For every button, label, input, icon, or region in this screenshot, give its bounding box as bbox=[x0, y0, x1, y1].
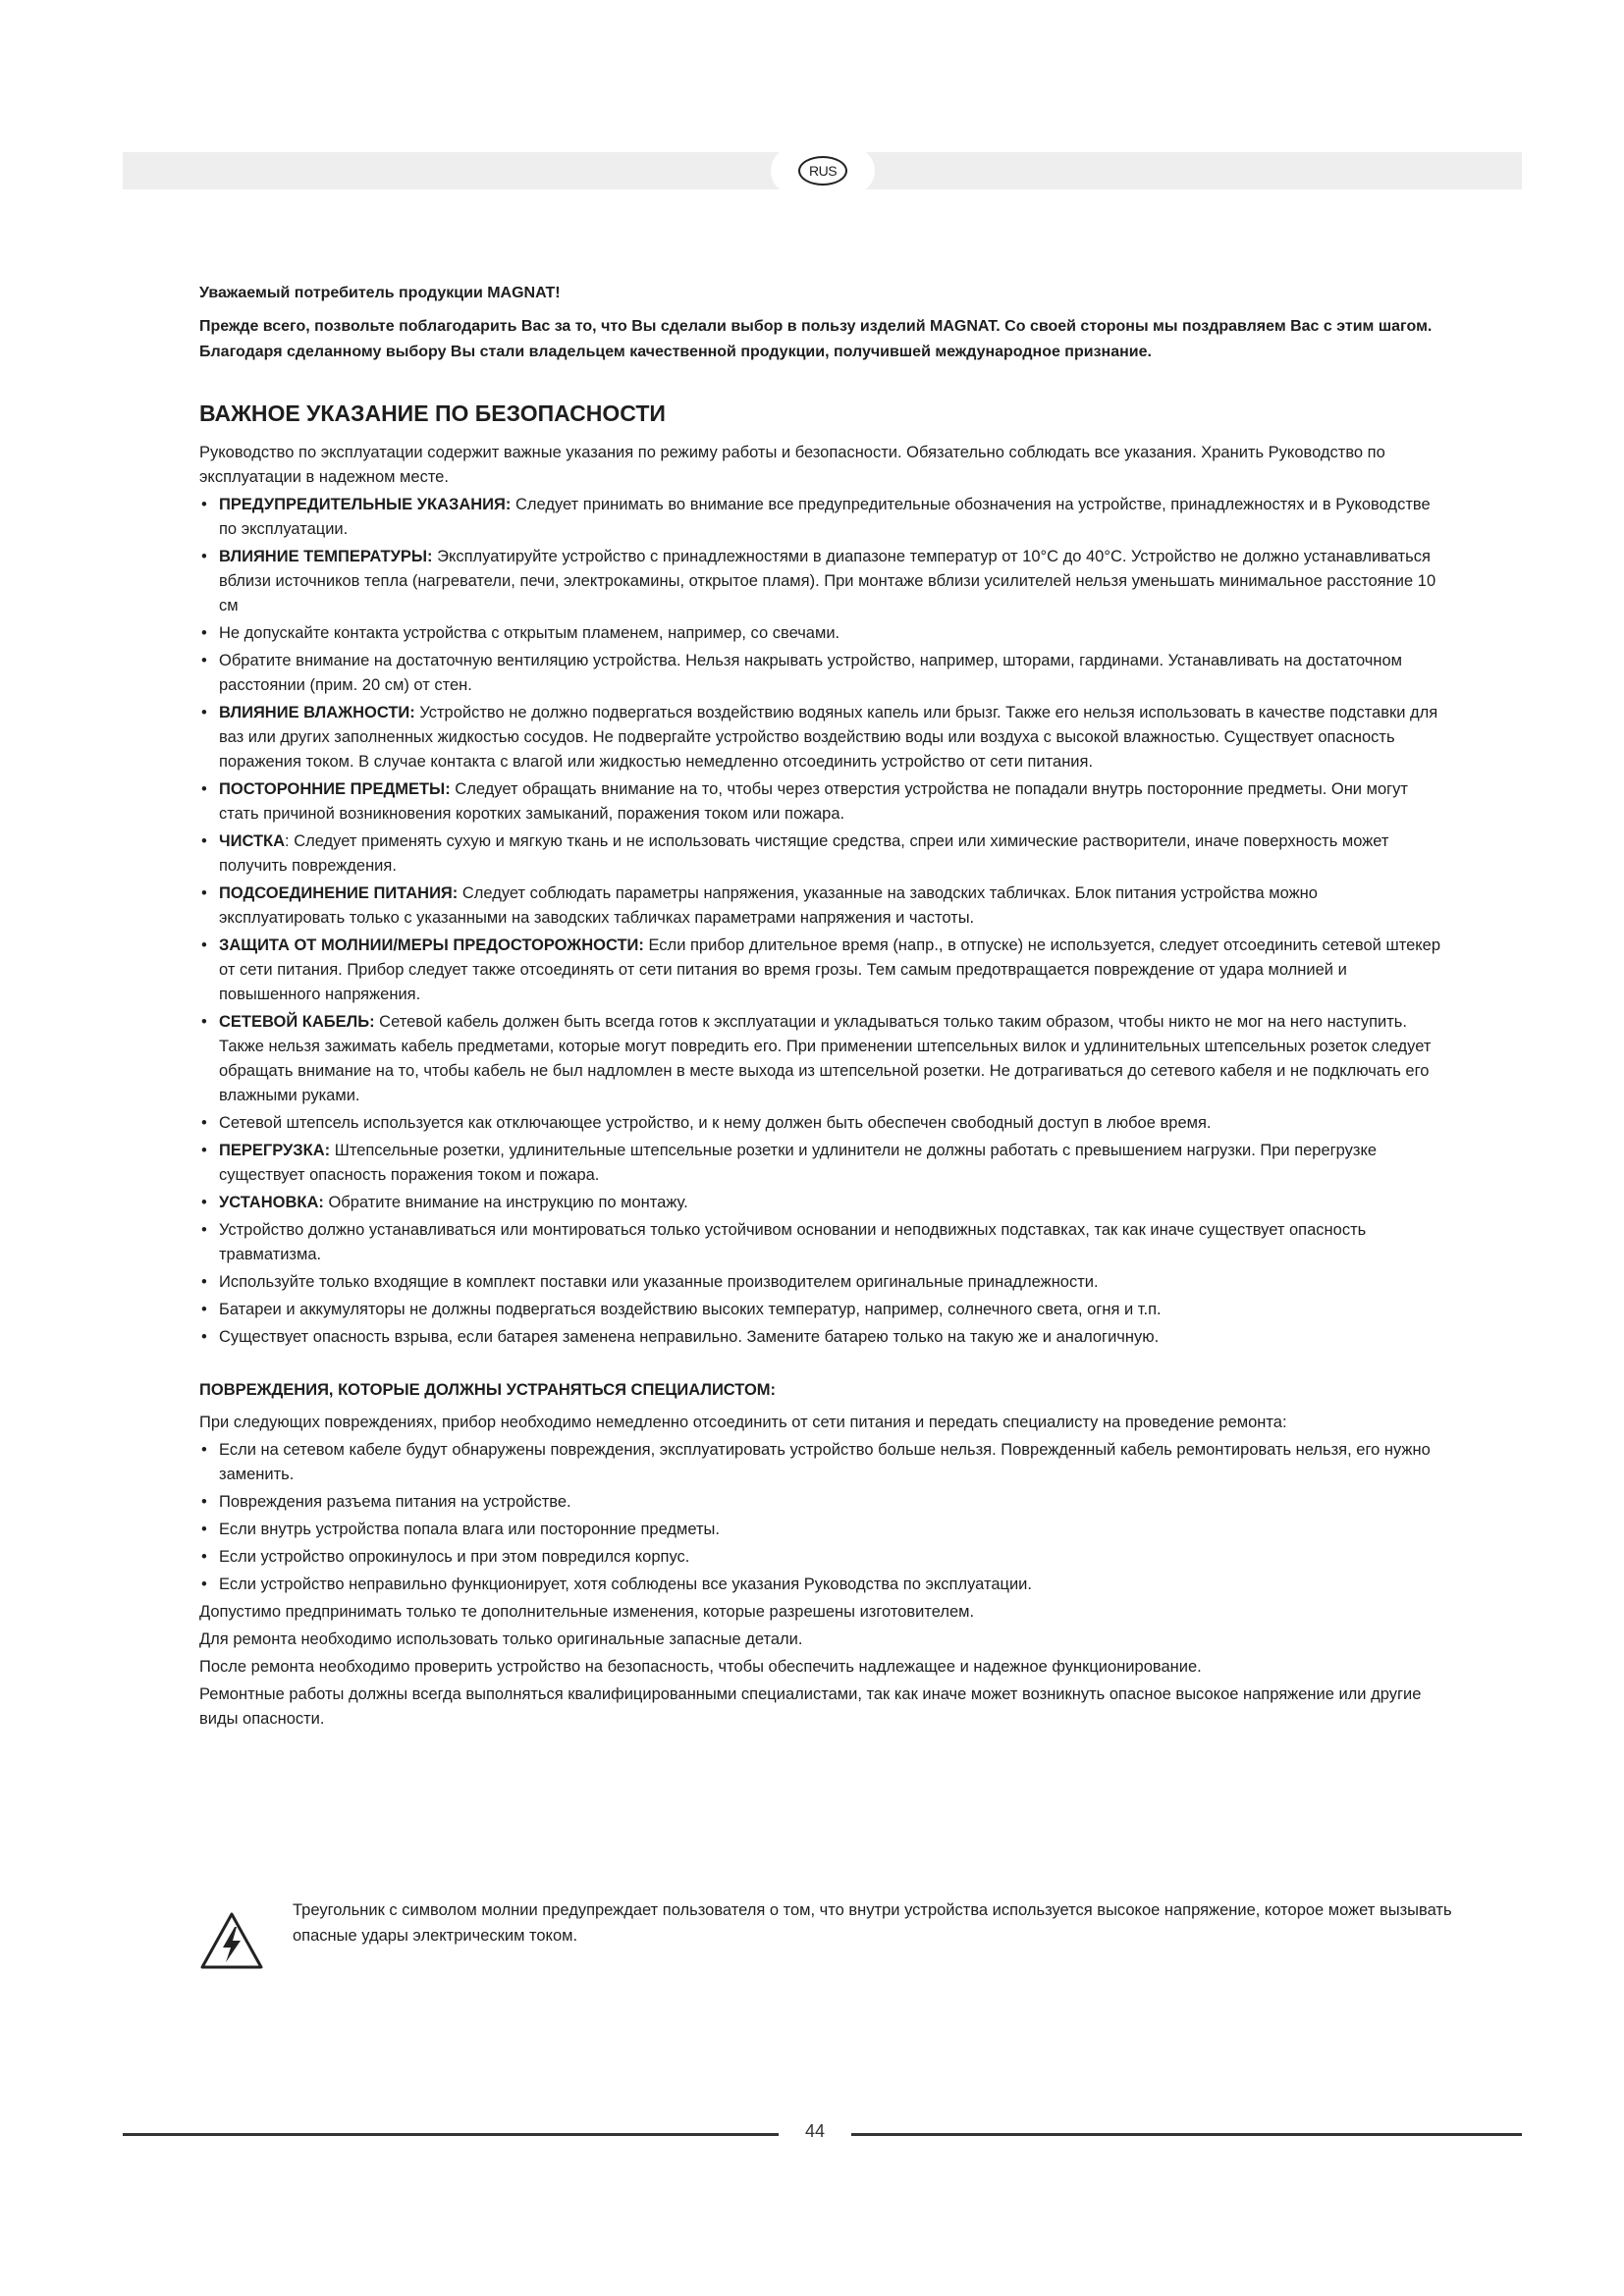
damage-closing-paragraph: После ремонта необходимо проверить устройство на безопасность, чтобы обеспечить надлежащее и надежное функционирование. bbox=[199, 1658, 1202, 1676]
safety-item bbox=[199, 1270, 1446, 1295]
language-badge-label: RUS bbox=[798, 156, 847, 186]
footer-rule-right bbox=[851, 2133, 1522, 2136]
safety-item-text: Следует обращать внимание на то, чтобы через отверстия устройства не попадали внутрь посторонние предметы. Они могут стать причиной возникновения коротких замыканий, поражения током или пожара. bbox=[219, 780, 1408, 823]
safety-item-key: ВЛИЯНИЕ ВЛАЖНОСТИ: bbox=[219, 704, 415, 721]
safety-item bbox=[199, 1298, 1446, 1322]
safety-item-text: Не допускайте контакта устройства с открытым пламенем, например, со свечами. bbox=[219, 624, 840, 642]
warning-block bbox=[199, 1897, 1466, 1949]
safety-item-text: Сетевой штепсель используется как отключающее устройство, и к нему должен быть обеспечен свободный доступ в любое время. bbox=[219, 1114, 1212, 1132]
safety-item-key: ПЕРЕГРУЗКА: bbox=[219, 1142, 331, 1159]
safety-item-text: Эксплуатируйте устройство с принадлежностями в диапазоне температур от 10°C до 40°C. Устройство не должно устанавливаться вблизи источников тепла (нагреватели, печи, электрокамины, открытое пламя). При монтаже вблизи усилителей нельзя уменьшать минимальное расстояние 10 см bbox=[219, 548, 1436, 614]
damage-item: • Если устройство неправильно функционирует, хотя соблюдены все указания Руководства по эксплуатации. bbox=[199, 1573, 1446, 1597]
safety-item-text: Следует принимать во внимание все предупредительные обозначения на устройстве, принадлежностях и в Руководстве по эксплуатации. bbox=[219, 496, 1431, 538]
damage-item: • Если устройство опрокинулось и при этом повредился корпус. bbox=[199, 1545, 1446, 1570]
safety-item-text: Если прибор длительное время (напр., в отпуске) не используется, следует отсоединить сетевой штекер от сети питания. Прибор следует также отсоединять от сети питания во время грозы. Тем самым предотвращается повреждение от удара молнией и повышенного напряжения. bbox=[219, 936, 1441, 1003]
safety-item bbox=[199, 621, 1446, 646]
safety-item-text: Штепсельные розетки, удлинительные штепсельные розетки и удлинители не должны работать с превышением нагрузки. При перегрузке существует опасность поражения током и пожара. bbox=[219, 1142, 1378, 1184]
safety-item bbox=[199, 934, 1446, 1007]
safety-item-text: Обратите внимание на инструкцию по монтажу. bbox=[323, 1194, 688, 1211]
safety-item-key: УСТАНОВКА: bbox=[219, 1194, 324, 1211]
safety-item-key: ЧИСТКА bbox=[219, 832, 286, 850]
greeting-title: Уважаемый потребитель продукции MAGNAT! bbox=[199, 285, 561, 301]
damage-item: • Повреждения разъема питания на устройстве. bbox=[199, 1490, 1446, 1515]
safety-item-text: Устройство должно устанавливаться или монтироваться только устойчивом основании и неподвижных подставках, так как иначе существует опасность травматизма. bbox=[219, 1221, 1367, 1263]
safety-item bbox=[199, 1139, 1446, 1188]
safety-item-key: ВЛИЯНИЕ ТЕМПЕРАТУРЫ: bbox=[219, 548, 433, 565]
safety-item-text: Следует соблюдать параметры напряжения, указанные на заводских табличках. Блок питания устройства можно эксплуатировать только с указанными на заводских табличках параметрами напряжения и частоты. bbox=[219, 884, 1318, 927]
footer-rule-left bbox=[123, 2133, 779, 2136]
damage-closing-paragraph: Ремонтные работы должны всегда выполняться квалифицированными специалистами, так как иначе может возникнуть опасное высокое напряжение или другие виды опасности. bbox=[199, 1685, 1422, 1728]
safety-item-text: Обратите внимание на достаточную вентиляцию устройства. Нельзя накрывать устройство, например, шторами, гардинами. Устанавливать на достаточном расстоянии (прим. 20 см) от стен. bbox=[219, 652, 1403, 694]
damage-list bbox=[199, 1438, 1446, 1597]
safety-item bbox=[199, 1111, 1446, 1136]
safety-item-key: ПРЕДУПРЕДИТЕЛЬНЫЕ УКАЗАНИЯ: bbox=[219, 496, 512, 513]
safety-item bbox=[199, 1191, 1446, 1215]
safety-item bbox=[199, 1218, 1446, 1267]
damage-item: • Если на сетевом кабеле будут обнаружены повреждения, эксплуатировать устройство больше нельзя. Поврежденный кабель ремонтировать нельзя, его нужно заменить. bbox=[199, 1438, 1446, 1487]
safety-item bbox=[199, 1325, 1446, 1350]
damage-closing-paragraph: Допустимо предпринимать только те дополнительные изменения, которые разрешены изготовителем. bbox=[199, 1603, 975, 1621]
language-badge bbox=[771, 147, 875, 194]
safety-item-text: Используйте только входящие в комплект поставки или указанные производителем оригинальные принадлежности. bbox=[219, 1273, 1099, 1291]
lightning-triangle-icon bbox=[199, 1911, 264, 1970]
safety-heading: ВАЖНОЕ УКАЗАНИЕ ПО БЕЗОПАСНОСТИ bbox=[199, 400, 666, 426]
safety-item bbox=[199, 545, 1446, 618]
safety-item bbox=[199, 881, 1446, 931]
safety-intro: Руководство по эксплуатации содержит важные указания по режиму работы и безопасности. Обязательно соблюдать все указания. Хранить Руководство по эксплуатации в надежном месте. bbox=[199, 444, 1385, 486]
safety-item-key: ПОСТОРОННИЕ ПРЕДМЕТЫ: bbox=[219, 780, 451, 798]
safety-list bbox=[199, 493, 1446, 1350]
safety-item-key: ПОДСОЕДИНЕНИЕ ПИТАНИЯ: bbox=[219, 884, 459, 902]
safety-item bbox=[199, 829, 1446, 879]
safety-item-key: ЗАЩИТА ОТ МОЛНИИ/МЕРЫ ПРЕДОСТОРОЖНОСТИ: bbox=[219, 936, 644, 954]
damage-item: • Если внутрь устройства попала влага или посторонние предметы. bbox=[199, 1518, 1446, 1542]
safety-item bbox=[199, 649, 1446, 698]
safety-item-text: : Следует применять сухую и мягкую ткань и не использовать чистящие средства, спреи или химические растворители, иначе поверхность может получить повреждения. bbox=[219, 832, 1389, 875]
safety-item-text: Существует опасность взрыва, если батарея заменена неправильно. Замените батарею только на такую же и аналогичную. bbox=[219, 1328, 1160, 1346]
safety-item-text: Батареи и аккумуляторы не должны подвергаться воздействию высоких температур, например, солнечного света, огня и т.п. bbox=[219, 1301, 1162, 1318]
page-number: 44 bbox=[804, 2121, 826, 2141]
safety-item bbox=[199, 701, 1446, 774]
page-content bbox=[199, 283, 1446, 1735]
safety-item-key: СЕТЕВОЙ КАБЕЛЬ: bbox=[219, 1013, 375, 1031]
safety-item bbox=[199, 1010, 1446, 1108]
damage-closing bbox=[199, 1600, 1446, 1732]
damage-heading: ПОВРЕЖДЕНИЯ, КОТОРЫЕ ДОЛЖНЫ УСТРАНЯТЬСЯ СПЕЦИАЛИСТОМ: bbox=[199, 1381, 777, 1399]
safety-item-text: Сетевой кабель должен быть всегда готов к эксплуатации и укладываться только таким образом, чтобы никто не мог на него наступить. Также нельзя зажимать кабель предметами, которые могут повредить его. При применении штепсельных вилок и удлинительных штепсельных розеток следует обращать внимание на то, чтобы кабель не был надломлен в месте выхода из штепсельной розетки. Не дотрагиваться до сетевого кабеля и не подключать его влажными руками. bbox=[219, 1013, 1432, 1104]
warning-text: Треугольник с символом молнии предупреждает пользователя о том, что внутри устройства используется высокое напряжение, которое может вызывать опасные удары электрическим током. bbox=[293, 1901, 1452, 1945]
safety-item-text: Устройство не должно подвергаться воздействию водяных капель или брызг. Также его нельзя использовать в качестве подставки для ваз или других заполненных жидкостью сосудов. Не подвергайте устройство воздействию воды или воздуха с высокой влажностью. Существует опасность поражения током. В случае контакта с влагой или жидкостью немедленно отсоединить устройство от сети питания. bbox=[219, 704, 1438, 771]
damage-intro: При следующих повреждениях, прибор необходимо немедленно отсоединить от сети питания и передать специалисту на проведение ремонта: bbox=[199, 1414, 1287, 1431]
greeting-body: Прежде всего, позвольте поблагодарить Вас за то, что Вы сделали выбор в пользу изделий MAGNAT. Со своей стороны мы поздравляем Вас с этим шагом. Благодаря сделанному выбору Вы стали владельцем качественной продукции, получившей международное признание. bbox=[199, 318, 1433, 360]
damage-closing-paragraph: Для ремонта необходимо использовать только оригинальные запасные детали. bbox=[199, 1630, 803, 1648]
safety-item bbox=[199, 493, 1446, 542]
safety-item bbox=[199, 777, 1446, 827]
